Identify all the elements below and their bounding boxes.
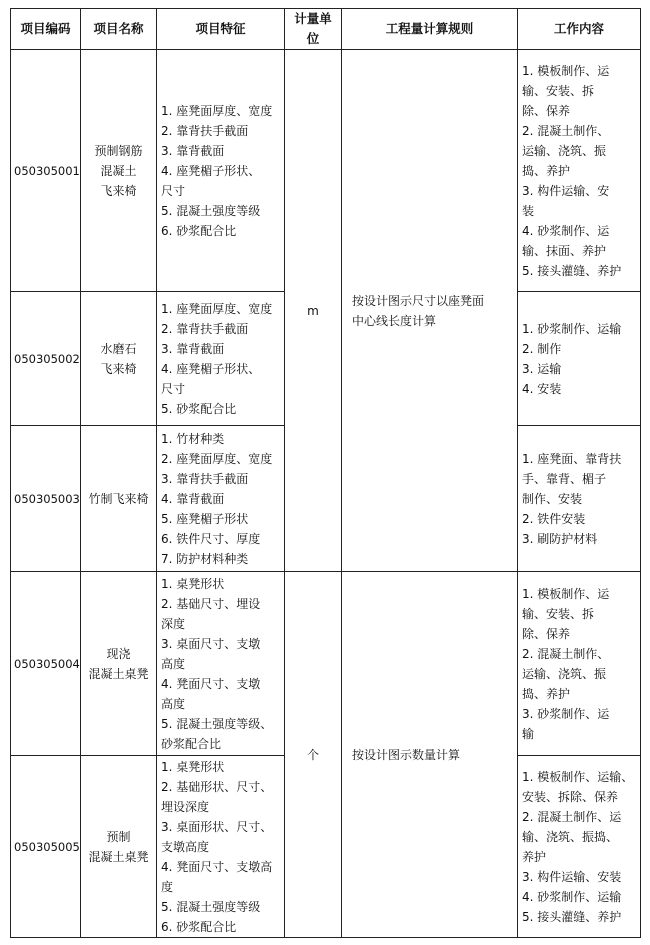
feature-line: 5. 砂浆配合比 (161, 401, 237, 416)
rule-cell (342, 50, 518, 572)
work-line: 捣、养护 (522, 163, 571, 178)
item-name-line: 混凝土桌凳 (88, 849, 149, 864)
item-name (81, 756, 157, 938)
work-line: 2. 铁件安装 (522, 511, 586, 526)
feature-line: 4. 凳面尺寸、支墩 (161, 676, 261, 691)
rule-cell (342, 572, 518, 938)
work-line: 装 (522, 203, 535, 218)
work-line: 运输、浇筑、振 (522, 143, 607, 158)
feature-line: 5. 混凝土强度等级、 (161, 716, 273, 731)
work-line: 3. 构件运输、安 (522, 183, 610, 198)
item-work (518, 50, 641, 292)
feature-line: 5. 混凝土强度等级 (161, 203, 261, 218)
work-line: 捣、养护 (522, 686, 571, 701)
feature-line: 埋设深度 (161, 799, 210, 814)
feature-line: 支墩高度 (161, 839, 210, 854)
feature-line: 2. 靠背扶手截面 (161, 321, 249, 336)
work-line: 2. 混凝土制作、 (522, 646, 610, 661)
rule-line: 中心线长度计算 (352, 313, 437, 328)
table-row (11, 50, 641, 292)
header-work: 工作内容 (518, 9, 641, 50)
work-line: 手、靠背、楣子 (522, 471, 607, 486)
work-line: 4. 安装 (522, 381, 562, 396)
work-line: 1. 座凳面、靠背扶 (522, 451, 622, 466)
item-name-line: 预制 (106, 829, 131, 844)
item-code: 050305002 (11, 292, 81, 426)
work-line: 制作、安装 (522, 491, 583, 506)
rule-line: 按设计图示尺寸以座凳面 (352, 293, 485, 308)
work-line: 输、安装、拆 (522, 83, 595, 98)
work-line: 2. 混凝土制作、 (522, 123, 610, 138)
feature-line: 4. 座凳楣子形状、 (161, 361, 261, 376)
work-line: 1. 砂浆制作、运输 (522, 321, 622, 336)
item-features (157, 292, 285, 426)
item-name-line: 现浇 (106, 646, 131, 661)
feature-line: 6. 砂浆配合比 (161, 919, 237, 934)
work-line: 输 (522, 726, 535, 741)
work-line: 4. 砂浆制作、运输 (522, 889, 622, 904)
feature-line: 尺寸 (161, 381, 186, 396)
feature-line: 5. 混凝土强度等级 (161, 899, 261, 914)
work-line: 1. 模板制作、运输、 (522, 769, 634, 784)
work-line: 输、浇筑、振捣、 (522, 829, 619, 844)
feature-line: 4. 靠背截面 (161, 491, 225, 506)
feature-line: 7. 防护材料种类 (161, 551, 249, 566)
unit-cell: m (285, 50, 342, 572)
feature-line: 1. 桌凳形状 (161, 759, 225, 774)
work-line: 1. 模板制作、运 (522, 586, 610, 601)
item-name-line: 预制钢筋 (94, 143, 143, 158)
feature-line: 1. 桌凳形状 (161, 576, 225, 591)
item-features (157, 572, 285, 756)
work-line: 除、保养 (522, 103, 571, 118)
item-name-line: 飞来椅 (100, 361, 137, 376)
work-line: 5. 接头灌缝、养护 (522, 263, 622, 278)
feature-line: 深度 (161, 616, 186, 631)
feature-line: 2. 座凳面厚度、宽度 (161, 451, 273, 466)
feature-line: 5. 座凳楣子形状 (161, 511, 249, 526)
work-line: 1. 模板制作、运 (522, 63, 610, 78)
work-line: 3. 运输 (522, 361, 562, 376)
item-code: 050305003 (11, 426, 81, 572)
item-name (81, 50, 157, 292)
item-code: 050305005 (11, 756, 81, 938)
rule-line: 按设计图示数量计算 (352, 747, 461, 762)
work-line: 运输、浇筑、振 (522, 666, 607, 681)
item-features (157, 426, 285, 572)
item-features (157, 50, 285, 292)
work-line: 2. 混凝土制作、运 (522, 809, 622, 824)
feature-line: 3. 桌面尺寸、支墩 (161, 636, 261, 651)
feature-line: 3. 靠背扶手截面 (161, 471, 249, 486)
feature-line: 高度 (161, 656, 186, 671)
item-name-line: 飞来椅 (100, 183, 137, 198)
header-features: 项目特征 (157, 9, 285, 50)
feature-line: 6. 砂浆配合比 (161, 223, 237, 238)
work-line: 养护 (522, 849, 547, 864)
feature-line: 2. 基础形状、尺寸、 (161, 779, 273, 794)
item-name-line: 竹制飞来椅 (88, 491, 149, 506)
item-work (518, 756, 641, 938)
header-name: 项目名称 (81, 9, 157, 50)
item-name (81, 572, 157, 756)
feature-line: 2. 基础尺寸、埋设 (161, 596, 261, 611)
feature-line: 1. 座凳面厚度、宽度 (161, 103, 273, 118)
item-name-line: 混凝土桌凳 (88, 666, 149, 681)
unit-cell: 个 (285, 572, 342, 938)
work-line: 输、安装、拆 (522, 606, 595, 621)
feature-line: 4. 座凳楣子形状、 (161, 163, 261, 178)
feature-line: 3. 桌面形状、尺寸、 (161, 819, 273, 834)
feature-line: 砂浆配合比 (161, 736, 222, 751)
work-line: 4. 砂浆制作、运 (522, 223, 610, 238)
work-line: 3. 砂浆制作、运 (522, 706, 610, 721)
work-line: 输、抹面、养护 (522, 243, 607, 258)
item-name (81, 292, 157, 426)
feature-line: 2. 靠背扶手截面 (161, 123, 249, 138)
work-line: 安装、拆除、保养 (522, 789, 619, 804)
feature-line: 高度 (161, 696, 186, 711)
work-line: 除、保养 (522, 626, 571, 641)
work-line: 3. 构件运输、安装 (522, 869, 622, 884)
spec-table (10, 8, 641, 938)
header-rule: 工程量计算规则 (342, 9, 518, 50)
work-line: 5. 接头灌缝、养护 (522, 909, 622, 924)
item-code: 050305001 (11, 50, 81, 292)
item-name (81, 426, 157, 572)
header-unit: 计量单位 (285, 9, 342, 50)
work-line: 3. 刷防护材料 (522, 531, 598, 546)
item-code: 050305004 (11, 572, 81, 756)
feature-line: 1. 竹材种类 (161, 431, 225, 446)
feature-line: 3. 靠背截面 (161, 143, 225, 158)
item-work (518, 572, 641, 756)
item-name-line: 水磨石 (100, 341, 137, 356)
feature-line: 6. 铁件尺寸、厚度 (161, 531, 261, 546)
feature-line: 1. 座凳面厚度、宽度 (161, 301, 273, 316)
table-row (11, 572, 641, 756)
item-name-line: 混凝土 (100, 163, 137, 178)
header-row (11, 9, 641, 50)
item-work (518, 292, 641, 426)
item-work (518, 426, 641, 572)
item-features (157, 756, 285, 938)
work-line: 2. 制作 (522, 341, 562, 356)
feature-line: 尺寸 (161, 183, 186, 198)
feature-line: 4. 凳面尺寸、支墩高度 (161, 859, 273, 894)
header-code: 项目编码 (11, 9, 81, 50)
feature-line: 3. 靠背截面 (161, 341, 225, 356)
